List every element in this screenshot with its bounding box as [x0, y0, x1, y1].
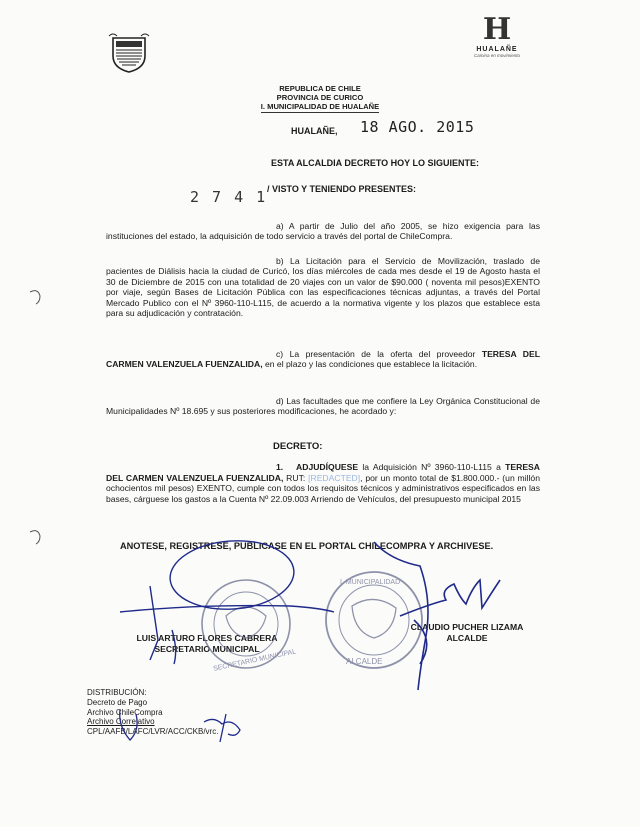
- hualane-logo-name: HUALAÑE: [476, 46, 518, 53]
- paragraph-c: [106, 349, 540, 370]
- date-stamp: 18 AGO. 2015: [360, 118, 475, 136]
- paragraph-c-text: c) La presentación de la oferta del proveedor: [276, 349, 482, 359]
- distribution-item: Decreto de Pago: [87, 697, 148, 707]
- place-label: HUALAÑE,: [291, 126, 338, 136]
- paragraph-a-text: a) A partir de Julio del año 2005, se hizo exigencia para las instituciones del estado, la adquisición de todo servicio a través del portal de ChileCompra.: [106, 221, 540, 242]
- paragraph-b: [106, 256, 540, 318]
- paragraph-c-provider: TERESA DEL CARMEN VALENZUELA FUENZALIDA,: [106, 349, 540, 370]
- municipal-seal-icon: [107, 30, 151, 74]
- article-1-provider: TERESA DEL CARMEN VALENZUELA FUENZALIDA,: [106, 462, 540, 483]
- paragraph-d: [106, 396, 540, 417]
- article-1-text: la Adquisición Nº 3960-110-L115 a: [358, 462, 506, 472]
- hualane-logo: [462, 14, 532, 76]
- signature-block-mayor: [398, 622, 536, 643]
- header-province: PROVINCIA DE CURICO: [276, 93, 364, 102]
- document-header: [240, 84, 400, 113]
- visto-heading: / VISTO Y TENIENDO PRESENTES:: [267, 184, 417, 194]
- secretary-name: LUIS ARTURO FLORES CABRERA: [136, 633, 278, 643]
- signature-block-secretary: [122, 633, 292, 654]
- distribution-item: CPL/AAFB/LAFC/LVR/ACC/CKB/vrc.: [87, 727, 219, 737]
- punch-hole-icon: [30, 531, 40, 544]
- article-1-verb: ADJUDÍQUESE: [296, 462, 359, 472]
- distribution-item: Archivo ChileCompra: [87, 707, 163, 717]
- article-1-rut-label: RUT:: [283, 472, 309, 483]
- article-1: [106, 462, 540, 504]
- mayor-title: ALCALDE: [446, 632, 488, 643]
- anotese-line: ANOTESE, REGISTRESE, PUBLICASE EN EL PORTAL CHILECOMPRA Y ARCHIVESE.: [120, 541, 494, 551]
- header-municipality: I. MUNICIPALIDAD DE HUALAÑE: [260, 102, 380, 111]
- article-1-text-tail: , por un monto total de $1.800.000.- (un millón ochocientos mil pesos) EXENTO, cumple con todos los requisitos técnicos y administrativos especificados en las bases, cárguese los gastos a la Cuenta Nº 22.09.003 Arriendo de Vehículos, del presupuesto municipal 2015: [106, 472, 540, 504]
- decree-number-stamp: 2 7 4 1: [190, 188, 268, 206]
- mayor-name: CLAUDIO PUCHER LIZAMA: [410, 622, 524, 632]
- article-1-rut-redacted: [REDACTED]: [308, 472, 361, 483]
- hualane-logo-tagline: Camina en movimiento: [473, 53, 521, 58]
- distribution-heading: DISTRIBUCIÓN:: [87, 688, 147, 697]
- distribution-list: [87, 688, 218, 737]
- article-1-number: 1.: [276, 462, 284, 472]
- svg-text:SECRETARIO MUNICIPAL: SECRETARIO MUNICIPAL: [212, 648, 297, 673]
- svg-text:ALCALDE: ALCALDE: [346, 657, 383, 666]
- secretary-title: SECRETARIO MUNICIPAL: [154, 643, 260, 654]
- header-country: REPUBLICA DE CHILE: [279, 84, 361, 93]
- mayor-signature-icon: [374, 542, 500, 690]
- mayor-stamp-icon: [326, 572, 422, 668]
- paragraph-c-tail: en el plazo y las condiciones que establece la licitación.: [262, 359, 478, 370]
- paragraph-b-text: b) La Licitación para el Servicio de Movilización, traslado de pacientes de Diálisis hacia la ciudad de Curicó, los días miércoles de cada mes desde el 19 de Agosto hasta el 30 de Diciembre de 2015 con una totalidad de 20 viajes con un valor de $90.000 ( noventa mil pesos)EXENTO por viaje, según Bases de Licitación Pública con las especificaciones técnicas adjuntas, a través del Portal Mercado Publico con el Nº 3960-110-L115, de acuerdo a la normativa vigente y los plazos que establece esta para su adjudicación y contratación.: [106, 256, 540, 319]
- hualane-logo-mark: H: [482, 12, 512, 47]
- paragraph-a: [106, 221, 540, 242]
- svg-text:I. MUNICIPALIDAD: I. MUNICIPALIDAD: [340, 579, 401, 586]
- distribution-item: Archivo Correlativo: [87, 717, 155, 727]
- decreto-heading: DECRETO:: [273, 441, 323, 452]
- decree-line: ESTA ALCALDIA DECRETO HOY LO SIGUIENTE:: [271, 158, 480, 168]
- punch-hole-icon: [30, 291, 40, 304]
- secretary-stamp-icon: [202, 580, 297, 673]
- paragraph-d-text: d) Las facultades que me confiere la Ley Orgánica Constitucional de Municipalidades Nº 18.695 y sus posteriores modificaciones, he acordado y:: [106, 396, 540, 417]
